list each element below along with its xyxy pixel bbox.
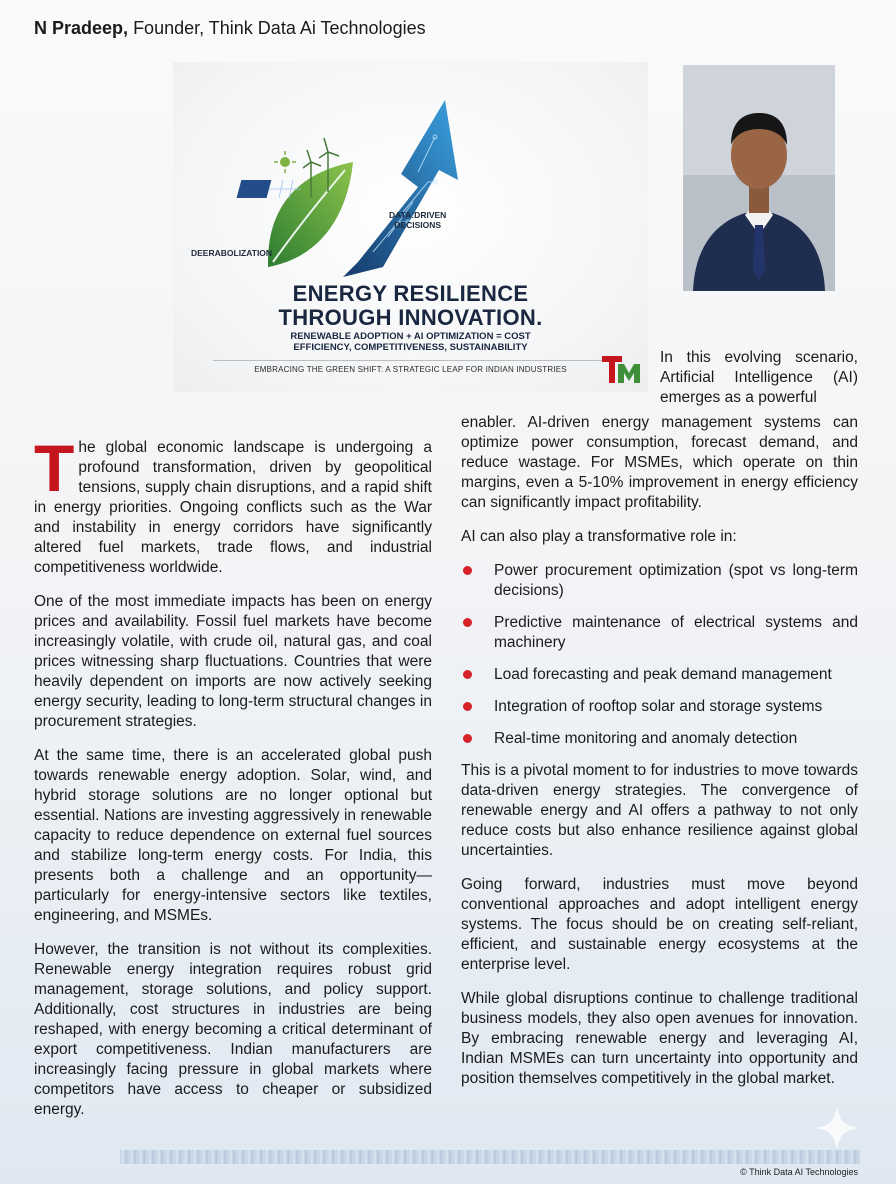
list-item (461, 561, 858, 601)
bullet-icon (463, 702, 472, 711)
list-item-text: Predictive maintenance of electrical systems and machinery (494, 614, 858, 651)
graphic-tagline: EMBRACING THE GREEN SHIFT: A STRATEGIC LEAP FOR INDIAN INDUSTRIES (254, 365, 567, 374)
feature-graphic (173, 62, 648, 392)
bullet-icon (463, 566, 472, 575)
author-photo (683, 65, 835, 291)
list-item-text: Integration of rooftop solar and storage systems (494, 698, 823, 715)
sparkle-icon (812, 1103, 862, 1153)
right-intro: In this evolving scenario, Artificial Intelligence (AI) emerges as a powerful (660, 349, 858, 406)
author-role: Founder, Think Data Ai Technologies (133, 18, 426, 38)
arrow-shape (343, 100, 458, 277)
paragraph: While global disruptions continue to challenge traditional business models, they also open avenues for innovation. By embracing renewable energy and leveraging AI, Indian MSMEs can turn uncertainty into opportunity and position themselves competitively in the global market. (461, 990, 858, 1087)
paragraph: One of the most immediate impacts has been on energy prices and availability. Fossil fuel markets have become increasingly volatile, with crude oil, natural gas, and coal prices witnessing sharp fluctuations. Countries that were heavily dependent on imports are now actively seeking energy security, leading to long-term structural changes in procurement strategies. (34, 593, 432, 730)
paragraph: However, the transition is not without its complexities. Renewable energy integration requires robust grid management, storage solutions, and policy support. Additionally, cost structures in industries are being reshaped, with energy becoming a critical determinant of export competitiveness. Indian manufacturers are increasingly facing pressure in global markets where competitors have access to cheaper or subsidized energy. (34, 941, 432, 1118)
bullet-icon (463, 618, 472, 627)
list-item (461, 729, 858, 749)
ai-roles-list (461, 561, 858, 749)
list-item (461, 613, 858, 653)
list-item-text: Real-time monitoring and anomaly detection (494, 730, 798, 747)
drop-cap: T (34, 431, 75, 505)
paragraph-text: he global economic landscape is undergoing a profound transformation, driven by geopolitical tensions, supply chain disruptions, and a rapid shift in energy priorities. Ongoing conflicts such as the War and instability in energy corridors have significantly altered fuel markets, trade flows, and industrial competitiveness worldwide. (34, 439, 432, 576)
bullet-icon (463, 670, 472, 679)
graphic-subtitle (173, 331, 648, 353)
author-name: N Pradeep, (34, 18, 129, 38)
byline (34, 18, 426, 39)
paragraph: At the same time, there is an accelerated global push towards renewable energy adoption. Solar, wind, and hybrid storage solutions are no longer optional but essential. Nations are investing aggressively in renewable capacity to reduce dependence on external fuel sources and stabilize long-term energy costs. For India, this presents both a challenge and an opportunity—particularly for energy-intensive sectors like textiles, engineering, and MSMEs. (34, 747, 432, 924)
sun-icon (274, 151, 296, 173)
copyright: © Think Data AI Technologies (740, 1167, 858, 1177)
list-item-text: Load forecasting and peak demand management (494, 666, 832, 683)
paragraph: This is a pivotal moment to for industries to move towards data-driven energy strategies. The convergence of renewable energy and AI offers a pathway to not only reduce costs but also enhance resilience against global uncertainties. (461, 762, 858, 859)
bullet-icon (463, 734, 472, 743)
list-item (461, 697, 858, 717)
list-item-text: Power procurement optimization (spot vs long-term decisions) (494, 562, 858, 599)
paragraph (34, 431, 432, 578)
company-logo (600, 353, 642, 390)
paragraph: Going forward, industries must move beyond conventional approaches and adopt intelligent energy systems. The focus should be on creating self-reliant, efficient, and sustainable energy ecosystems at the enterprise level. (461, 876, 858, 973)
footer-decoration (120, 1150, 860, 1164)
left-tag: DEERABOLIZATION (191, 248, 273, 258)
graphic-subtitle-line2: EFFICIENCY, COMPETITIVENESS, SUSTAINABILITY (293, 342, 528, 353)
graphic-title-line2: THROUGH INNOVATION. (278, 305, 543, 330)
list-heading: AI can also play a transformative role in: (461, 528, 737, 545)
paragraph: enabler. AI-driven energy management systems can optimize power consumption, forecast demand, and reduce wastage. For MSMEs, which operate on thin margins, even a 5-10% improvement in energy efficiency can significantly impact profitability. (461, 414, 858, 511)
article-right-column (461, 413, 858, 1103)
graphic-title-line1: ENERGY RESILIENCE (292, 281, 529, 306)
graphic-title (173, 282, 648, 330)
divider (213, 360, 608, 361)
right-tag: DATA:DRIVEN DECISIONS (389, 210, 447, 230)
article-left-column (34, 431, 432, 1134)
graphic-subtitle-line1: RENEWABLE ADOPTION + AI OPTIMIZATION = COST (290, 331, 531, 342)
list-item (461, 665, 858, 685)
